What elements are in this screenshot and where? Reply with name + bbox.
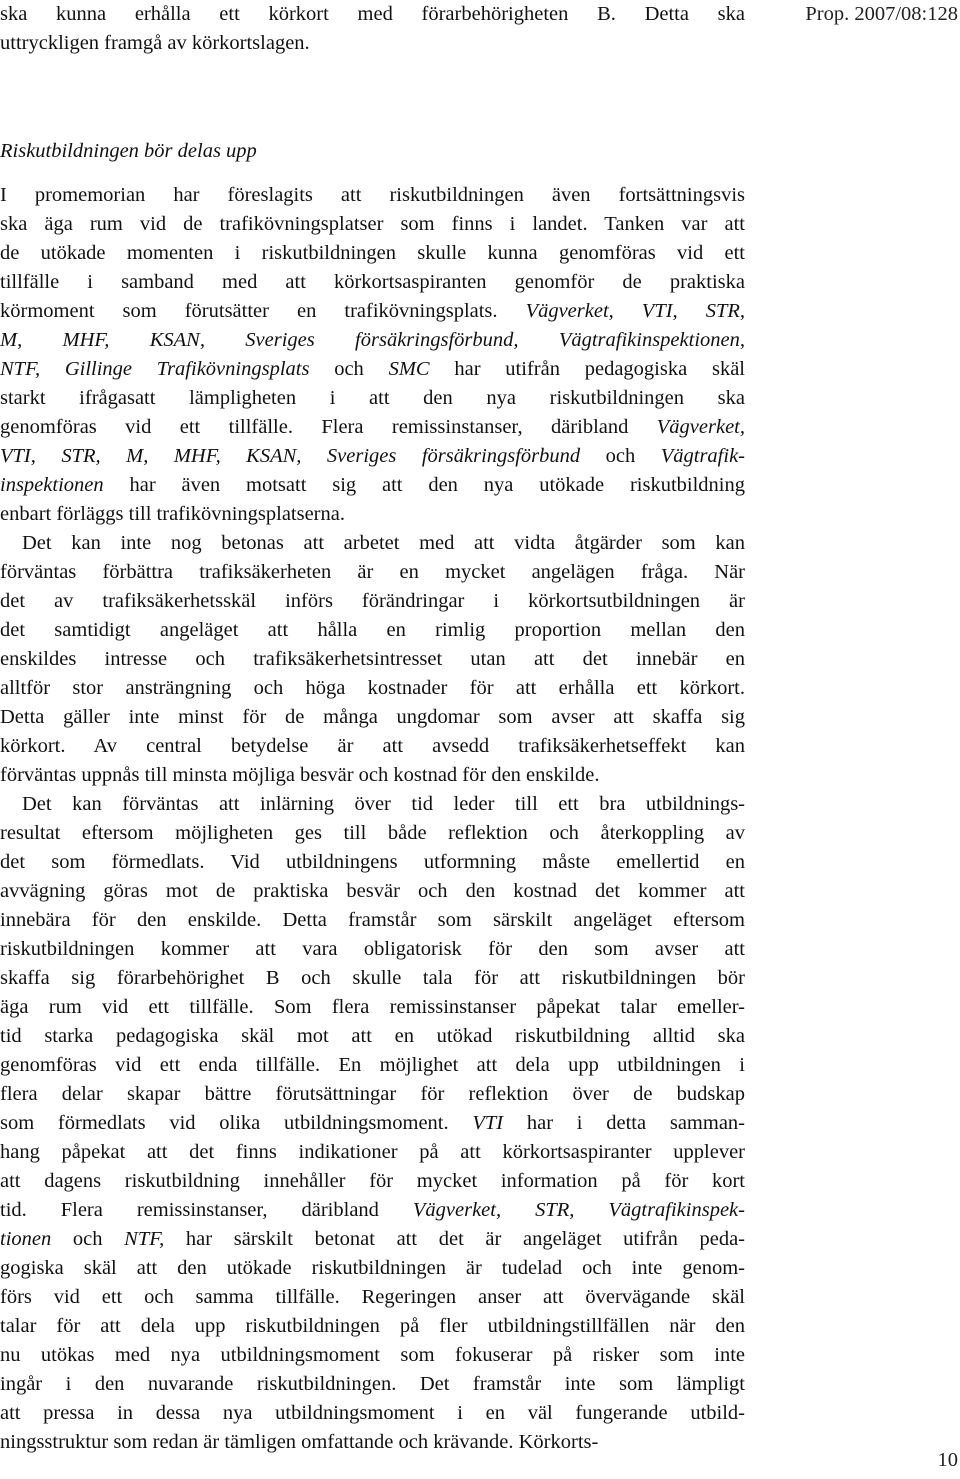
text: riskutbildningen kommer att vara obligatorisk för den som avser att xyxy=(0,938,745,960)
text: och xyxy=(309,358,389,380)
section-heading: Riskutbildningen bör delas upp xyxy=(0,140,257,162)
text: nu utökas med nya utbildningsmoment som fokuserar på risker som inte xyxy=(0,1344,745,1366)
text-line xyxy=(0,1138,745,1167)
text: enbart förläggs till trafikövningsplatserna. xyxy=(0,503,345,525)
text-line xyxy=(0,297,745,326)
text-line xyxy=(0,1312,745,1341)
text: ningsstruktur som redan är tämligen omfattande och krävande. Körkorts- xyxy=(0,1431,599,1453)
page-number: 10 xyxy=(937,1449,958,1471)
text-line: uttryckligen framgå av körkortslagen. xyxy=(0,32,310,54)
text: enskildes intresse och trafiksäkerhetsintresset utan att det innebär en xyxy=(0,648,745,670)
text: skaffa sig förarbehörighet B och skulle tala för att riskutbildningen bör xyxy=(0,967,745,989)
text: resultat eftersom möjligheten ges till både reflektion och återkoppling av xyxy=(0,822,745,844)
text-line xyxy=(0,645,745,674)
text-line xyxy=(0,239,745,268)
text-line xyxy=(0,1428,745,1457)
text-line xyxy=(0,181,745,210)
first-paragraph xyxy=(0,0,745,58)
text-line xyxy=(0,906,745,935)
text: I promemorian har föreslagits att riskutbildningen även fortsättningsvis xyxy=(0,184,745,206)
text-line xyxy=(0,587,745,616)
text-line xyxy=(0,674,745,703)
text: Det kan förväntas att inlärning över tid leder till ett bra utbildnings- xyxy=(22,793,745,815)
text-line xyxy=(0,210,745,239)
italic-text: NTF, Gillinge Trafikövningsplats xyxy=(0,358,310,380)
text-line xyxy=(0,761,745,790)
text: hang påpekat att det finns indikationer på att körkortsaspiranter upplever xyxy=(0,1141,745,1163)
text-line xyxy=(0,1196,745,1225)
text-line xyxy=(0,819,745,848)
italic-text: tionen xyxy=(0,1228,52,1250)
text-line xyxy=(0,442,745,471)
text-line xyxy=(0,1022,745,1051)
paragraph xyxy=(0,181,745,529)
text-line xyxy=(0,413,745,442)
text: Det kan inte nog betonas att arbetet med att vidta åtgärder som kan xyxy=(22,532,745,554)
text-line xyxy=(0,1080,745,1109)
text-line xyxy=(0,471,745,500)
text: innebära för den enskilde. Detta framstår som särskilt angeläget eftersom xyxy=(0,909,745,931)
text-line xyxy=(0,877,745,906)
text-line xyxy=(0,732,745,761)
text-line xyxy=(0,1283,745,1312)
italic-text: VTI xyxy=(472,1112,504,1134)
text-line xyxy=(0,1341,745,1370)
text-line xyxy=(0,1254,745,1283)
italic-text: NTF, xyxy=(124,1228,165,1250)
text-line xyxy=(0,268,745,297)
text: tillfälle i samband med att körkortsaspiranten genomför de praktiska xyxy=(0,271,745,293)
italic-text: inspektionen xyxy=(0,474,104,496)
text-line xyxy=(0,355,745,384)
text: tid starka pedagogiska skäl mot att en utökad riskutbildning alltid ska xyxy=(0,1025,745,1047)
text: ingår i den nuvarande riskutbildningen. Det framstår inte som lämpligt xyxy=(0,1373,745,1395)
text: har särskilt betonat att det är angeläget utifrån peda- xyxy=(164,1228,745,1250)
text: ska äga rum vid de trafikövningsplatser som finns i landet. Tanken var att xyxy=(0,213,745,235)
text-line: ska kunna erhålla ett körkort med förarbehörigheten B. Detta ska xyxy=(0,3,745,25)
paragraph xyxy=(0,790,745,1457)
italic-text: VTI, STR, M, MHF, KSAN, Sveriges försäkringsförbund xyxy=(0,445,581,467)
text: det av trafiksäkerhetsskäl införs förändringar i körkortsutbildningen är xyxy=(0,590,745,612)
text-line xyxy=(0,1370,745,1399)
text-line xyxy=(0,935,745,964)
text: och xyxy=(580,445,661,467)
text-line xyxy=(0,1051,745,1080)
text-line xyxy=(0,326,745,355)
text: har i detta samman- xyxy=(503,1112,745,1134)
text: körkort. Av central betydelse är att avsedd trafiksäkerhetseffekt kan xyxy=(0,735,745,757)
italic-text: Vägtrafik- xyxy=(660,445,745,467)
text: genomföras vid ett tillfälle. Flera remissinstanser, däribland xyxy=(0,416,657,438)
text: förväntas förbättra trafiksäkerheten är en mycket angelägen fråga. När xyxy=(0,561,745,583)
text-line xyxy=(0,500,745,529)
text: har även motsatt sig att den nya utökade riskutbildning xyxy=(103,474,745,496)
text-line xyxy=(0,790,745,819)
proposition-reference: Prop. 2007/08:128 xyxy=(805,3,958,25)
text: det samtidigt angeläget att hålla en rimlig proportion mellan den xyxy=(0,619,745,641)
text-line xyxy=(0,703,745,732)
text: genomföras vid ett enda tillfälle. En möjlighet att dela upp utbildningen i xyxy=(0,1054,745,1076)
paragraph xyxy=(0,529,745,790)
text: flera delar skapar bättre förutsättningar för reflektion över de budskap xyxy=(0,1083,745,1105)
text-line xyxy=(0,964,745,993)
text: de utökade momenten i riskutbildningen skulle kunna genomföras vid ett xyxy=(0,242,745,264)
text: att pressa in dessa nya utbildningsmoment i en väl fungerande utbild- xyxy=(0,1402,745,1424)
text: förväntas uppnås till minsta möjliga besvär och kostnad för den enskilde. xyxy=(0,764,600,786)
italic-text: SMC xyxy=(388,358,430,380)
text-line xyxy=(0,1225,745,1254)
text: gogiska skäl att den utökade riskutbildningen är tudelad och inte genom- xyxy=(0,1257,745,1279)
italic-text: Vägverket, VTI, STR, xyxy=(525,300,746,322)
text-line xyxy=(0,558,745,587)
text-line xyxy=(0,1109,745,1138)
text: starkt ifrågasatt lämpligheten i att den nya riskutbildningen ska xyxy=(0,387,745,409)
text-line xyxy=(0,529,745,558)
text: det som förmedlats. Vid utbildningens utformning måste emellertid en xyxy=(0,851,745,873)
text-line xyxy=(0,1167,745,1196)
text: körmoment som förutsätter en trafikövningsplats. xyxy=(0,300,526,322)
italic-text: Vägverket, STR, Vägtrafikinspek- xyxy=(412,1199,745,1221)
text: förs vid ett och samma tillfälle. Regeringen anser att övervägande skäl xyxy=(0,1286,745,1308)
text-line xyxy=(0,1399,745,1428)
text: har utifrån pedagogiska skäl xyxy=(429,358,745,380)
text-line xyxy=(0,993,745,1022)
text: talar för att dela upp riskutbildningen på fler utbildningstillfällen när den xyxy=(0,1315,745,1337)
text-line xyxy=(0,848,745,877)
text: alltför stor ansträngning och höga kostnader för att erhålla ett körkort. xyxy=(0,677,745,699)
text: och xyxy=(51,1228,125,1250)
text: äga rum vid ett tillfälle. Som flera remissinstanser påpekat talar emeller- xyxy=(0,996,745,1018)
text: Detta gäller inte minst för de många ungdomar som avser att skaffa sig xyxy=(0,706,745,728)
italic-text: Vägverket, xyxy=(656,416,745,438)
text-line xyxy=(0,384,745,413)
italic-text: M, MHF, KSAN, Sveriges försäkringsförbund, Vägtrafikinspektionen, xyxy=(0,329,745,351)
text: avvägning göras mot de praktiska besvär och den kostnad det kommer att xyxy=(0,880,745,902)
text: att dagens riskutbildning innehåller för mycket information på för kort xyxy=(0,1170,745,1192)
body-text xyxy=(0,181,745,1457)
text: som förmedlats vid olika utbildningsmoment. xyxy=(0,1112,473,1134)
text: tid. Flera remissinstanser, däribland xyxy=(0,1199,413,1221)
text-line xyxy=(0,616,745,645)
